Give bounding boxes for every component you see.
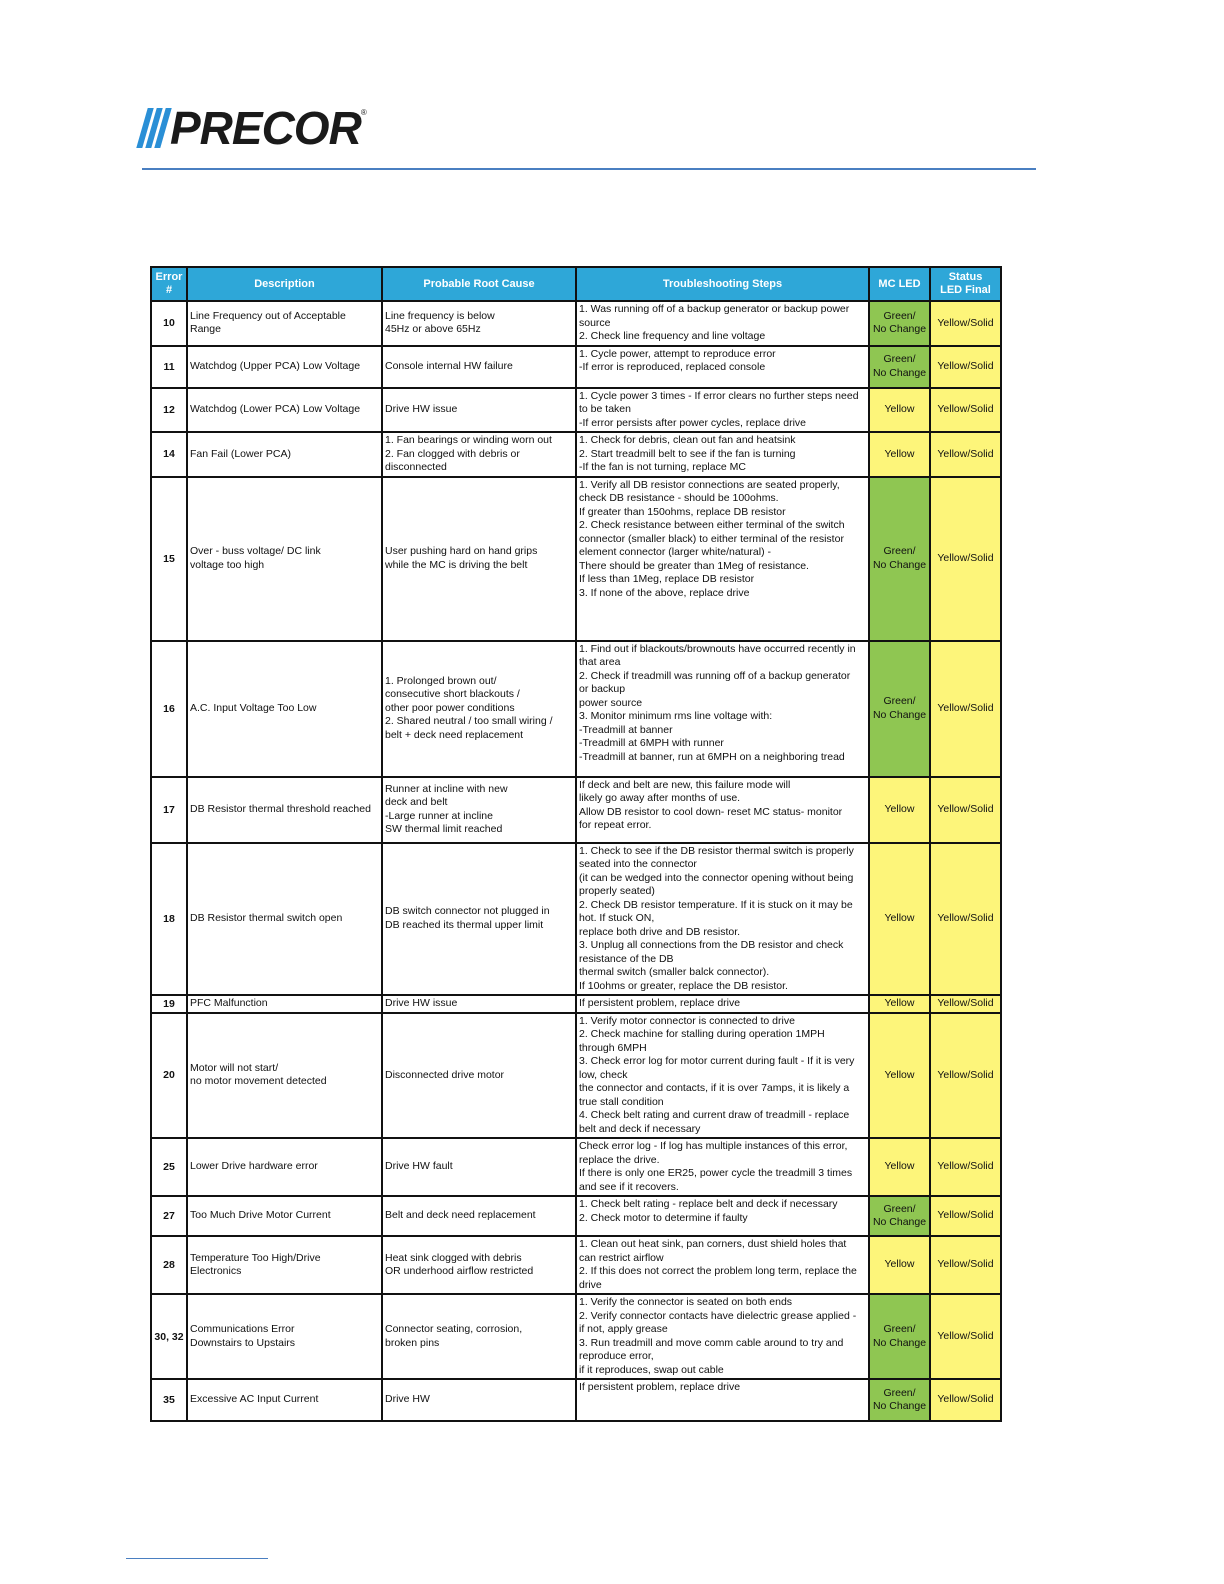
mc-led-cell: Green/ No Change xyxy=(869,1294,930,1379)
description-cell: PFC Malfunction xyxy=(187,995,382,1013)
table-row xyxy=(151,1013,1001,1139)
table-header-row xyxy=(151,267,1001,301)
description-cell: Motor will not start/ no motor movement detected xyxy=(187,1013,382,1139)
logo-stripes-icon xyxy=(142,108,166,148)
mc-led-cell: Yellow xyxy=(869,388,930,433)
table-row xyxy=(151,301,1001,346)
mc-led-cell: Yellow xyxy=(869,843,930,996)
troubleshooting-steps-cell: 1. Check for debris, clean out fan and heatsink 2. Start treadmill belt to see if the fan is turning -If the fan is not turning, replace MC xyxy=(576,432,869,477)
status-led-cell: Yellow/Solid xyxy=(930,388,1001,433)
troubleshooting-steps-cell: 1. Check to see if the DB resistor thermal switch is properly seated into the connector (it can be wedged into the connector opening without being properly seated) 2. Check DB resistor temperature. If it is stuck on it may be hot. If stuck ON, replace both drive and DB resistor. 3. Unplug all connections from the DB resistor and check resistance of the DB thermal switch (smaller balck connector). If 10ohms or greater, replace the DB resistor. xyxy=(576,843,869,996)
error-code-cell: 35 xyxy=(151,1379,187,1421)
table-row xyxy=(151,1236,1001,1294)
status-led-cell: Yellow/Solid xyxy=(930,1236,1001,1294)
error-code-cell: 17 xyxy=(151,777,187,843)
mc-led-cell: Yellow xyxy=(869,777,930,843)
status-led-cell: Yellow/Solid xyxy=(930,477,1001,641)
table-row xyxy=(151,995,1001,1013)
root-cause-cell: Line frequency is below 45Hz or above 65Hz xyxy=(382,301,576,346)
table-row xyxy=(151,388,1001,433)
root-cause-cell: Heat sink clogged with debris OR underhood airflow restricted xyxy=(382,1236,576,1294)
root-cause-cell: User pushing hard on hand grips while the MC is driving the belt xyxy=(382,477,576,641)
mc-led-cell: Yellow xyxy=(869,995,930,1013)
error-code-cell: 20 xyxy=(151,1013,187,1139)
status-led-cell: Yellow/Solid xyxy=(930,641,1001,777)
mc-led-cell: Green/ No Change xyxy=(869,301,930,346)
root-cause-cell: Drive HW xyxy=(382,1379,576,1421)
header-error-number: Error # xyxy=(151,267,187,301)
header-mc-led: MC LED xyxy=(869,267,930,301)
root-cause-cell: Disconnected drive motor xyxy=(382,1013,576,1139)
mc-led-cell: Green/ No Change xyxy=(869,477,930,641)
description-cell: Over - buss voltage/ DC link voltage too high xyxy=(187,477,382,641)
mc-led-cell: Yellow xyxy=(869,1013,930,1139)
root-cause-cell: DB switch connector not plugged in DB reached its thermal upper limit xyxy=(382,843,576,996)
status-led-cell: Yellow/Solid xyxy=(930,1196,1001,1236)
mc-led-cell: Green/ No Change xyxy=(869,1379,930,1421)
error-code-table xyxy=(150,266,1002,1422)
error-code-cell: 28 xyxy=(151,1236,187,1294)
description-cell: Temperature Too High/Drive Electronics xyxy=(187,1236,382,1294)
root-cause-cell: 1. Prolonged brown out/ consecutive short blackouts / other poor power conditions 2. Shared neutral / too small wiring / belt + deck need replacement xyxy=(382,641,576,777)
status-led-cell: Yellow/Solid xyxy=(930,777,1001,843)
error-code-cell: 16 xyxy=(151,641,187,777)
logo-registered-mark: ® xyxy=(360,108,367,117)
troubleshooting-steps-cell: 1. Cycle power, attempt to reproduce error -If error is reproduced, replaced console xyxy=(576,346,869,388)
error-code-cell: 11 xyxy=(151,346,187,388)
status-led-cell: Yellow/Solid xyxy=(930,1379,1001,1421)
status-led-cell: Yellow/Solid xyxy=(930,1294,1001,1379)
root-cause-cell: Belt and deck need replacement xyxy=(382,1196,576,1236)
mc-led-cell: Green/ No Change xyxy=(869,641,930,777)
table-row xyxy=(151,346,1001,388)
header-troubleshooting-steps: Troubleshooting Steps xyxy=(576,267,869,301)
description-cell: Communications Error Downstairs to Upstairs xyxy=(187,1294,382,1379)
description-cell: Excessive AC Input Current xyxy=(187,1379,382,1421)
description-cell: DB Resistor thermal switch open xyxy=(187,843,382,996)
error-code-cell: 12 xyxy=(151,388,187,433)
status-led-cell: Yellow/Solid xyxy=(930,1013,1001,1139)
troubleshooting-steps-cell: 1. Verify all DB resistor connections are seated properly, check DB resistance - should be 100ohms. If greater than 150ohms, replace DB resistor 2. Check resistance between either terminal of the switch connector (smaller black) to either terminal of the resistor element connector (larger white/natural) - There should be greater than 1Meg of resistance. If less than 1Meg, replace DB resistor 3. If none of the above, replace drive xyxy=(576,477,869,641)
troubleshooting-steps-cell: 1. Was running off of a backup generator or backup power source 2. Check line frequency and line voltage xyxy=(576,301,869,346)
troubleshooting-steps-cell: 1. Check belt rating - replace belt and deck if necessary 2. Check motor to determine if faulty xyxy=(576,1196,869,1236)
troubleshooting-steps-cell: Check error log - If log has multiple instances of this error, replace the drive. If there is only one ER25, power cycle the treadmill 3 times and see if it recovers. xyxy=(576,1138,869,1196)
description-cell: Watchdog (Upper PCA) Low Voltage xyxy=(187,346,382,388)
root-cause-cell: Drive HW issue xyxy=(382,388,576,433)
mc-led-cell: Yellow xyxy=(869,1138,930,1196)
table-row xyxy=(151,477,1001,641)
error-code-cell: 15 xyxy=(151,477,187,641)
error-code-cell: 10 xyxy=(151,301,187,346)
table-row xyxy=(151,1294,1001,1379)
error-code-cell: 27 xyxy=(151,1196,187,1236)
table-row xyxy=(151,1379,1001,1421)
mc-led-cell: Yellow xyxy=(869,1236,930,1294)
description-cell: DB Resistor thermal threshold reached xyxy=(187,777,382,843)
troubleshooting-steps-cell: 1. Verify the connector is seated on both ends 2. Verify connector contacts have dielectric grease applied - if not, apply grease 3. Run treadmill and move comm cable around to try and reproduce error, if it reproduces, swap out cable xyxy=(576,1294,869,1379)
troubleshooting-steps-cell: 1. Find out if blackouts/brownouts have occurred recently in that area 2. Check if treadmill was running off of a backup generator or backup power source 3. Monitor minimum rms line voltage with: -Treadmill at banner -Treadmill at 6MPH with runner -Treadmill at banner, run at 6MPH on a neighboring tread xyxy=(576,641,869,777)
status-led-cell: Yellow/Solid xyxy=(930,995,1001,1013)
header-divider xyxy=(142,168,1036,170)
troubleshooting-steps-cell: 1. Clean out heat sink, pan corners, dust shield holes that can restrict airflow 2. If this does not correct the problem long term, replace the drive xyxy=(576,1236,869,1294)
root-cause-cell: 1. Fan bearings or winding worn out 2. Fan clogged with debris or disconnected xyxy=(382,432,576,477)
error-code-cell: 19 xyxy=(151,995,187,1013)
root-cause-cell: Connector seating, corrosion, broken pins xyxy=(382,1294,576,1379)
error-code-cell: 25 xyxy=(151,1138,187,1196)
footer-link-underline xyxy=(126,1558,268,1559)
header-status-led-final: Status LED Final xyxy=(930,267,1001,301)
description-cell: Too Much Drive Motor Current xyxy=(187,1196,382,1236)
status-led-cell: Yellow/Solid xyxy=(930,301,1001,346)
status-led-cell: Yellow/Solid xyxy=(930,843,1001,996)
status-led-cell: Yellow/Solid xyxy=(930,432,1001,477)
description-cell: Watchdog (Lower PCA) Low Voltage xyxy=(187,388,382,433)
header-probable-root-cause: Probable Root Cause xyxy=(382,267,576,301)
root-cause-cell: Drive HW fault xyxy=(382,1138,576,1196)
mc-led-cell: Green/ No Change xyxy=(869,1196,930,1236)
table-row xyxy=(151,641,1001,777)
logo-wordmark: PRECOR xyxy=(170,102,361,154)
status-led-cell: Yellow/Solid xyxy=(930,346,1001,388)
root-cause-cell: Runner at incline with new deck and belt -Large runner at incline SW thermal limit reached xyxy=(382,777,576,843)
root-cause-cell: Drive HW issue xyxy=(382,995,576,1013)
description-cell: Fan Fail (Lower PCA) xyxy=(187,432,382,477)
error-code-cell: 18 xyxy=(151,843,187,996)
troubleshooting-steps-cell: 1. Verify motor connector is connected to drive 2. Check machine for stalling during operation 1MPH through 6MPH 3. Check error log for motor current during fault - If it is very low, check the connector and contacts, if it is over 7amps, it is likely a true stall condition 4. Check belt rating and current draw of treadmill - replace belt and deck if necessary xyxy=(576,1013,869,1139)
status-led-cell: Yellow/Solid xyxy=(930,1138,1001,1196)
description-cell: A.C. Input Voltage Too Low xyxy=(187,641,382,777)
header-description: Description xyxy=(187,267,382,301)
troubleshooting-steps-cell: If persistent problem, replace drive xyxy=(576,995,869,1013)
troubleshooting-steps-cell: If persistent problem, replace drive xyxy=(576,1379,869,1421)
description-cell: Line Frequency out of Acceptable Range xyxy=(187,301,382,346)
troubleshooting-steps-cell: If deck and belt are new, this failure mode will likely go away after months of use. Allow DB resistor to cool down- reset MC status- monitor for repeat error. xyxy=(576,777,869,843)
troubleshooting-steps-cell: 1. Cycle power 3 times - If error clears no further steps need to be taken -If error persists after power cycles, replace drive xyxy=(576,388,869,433)
table-row xyxy=(151,843,1001,996)
table-row xyxy=(151,1196,1001,1236)
description-cell: Lower Drive hardware error xyxy=(187,1138,382,1196)
root-cause-cell: Console internal HW failure xyxy=(382,346,576,388)
mc-led-cell: Yellow xyxy=(869,432,930,477)
mc-led-cell: Green/ No Change xyxy=(869,346,930,388)
table-row xyxy=(151,1138,1001,1196)
precor-logo xyxy=(142,104,367,152)
table-row xyxy=(151,777,1001,843)
error-code-cell: 14 xyxy=(151,432,187,477)
error-code-cell: 30, 32 xyxy=(151,1294,187,1379)
table-row xyxy=(151,432,1001,477)
